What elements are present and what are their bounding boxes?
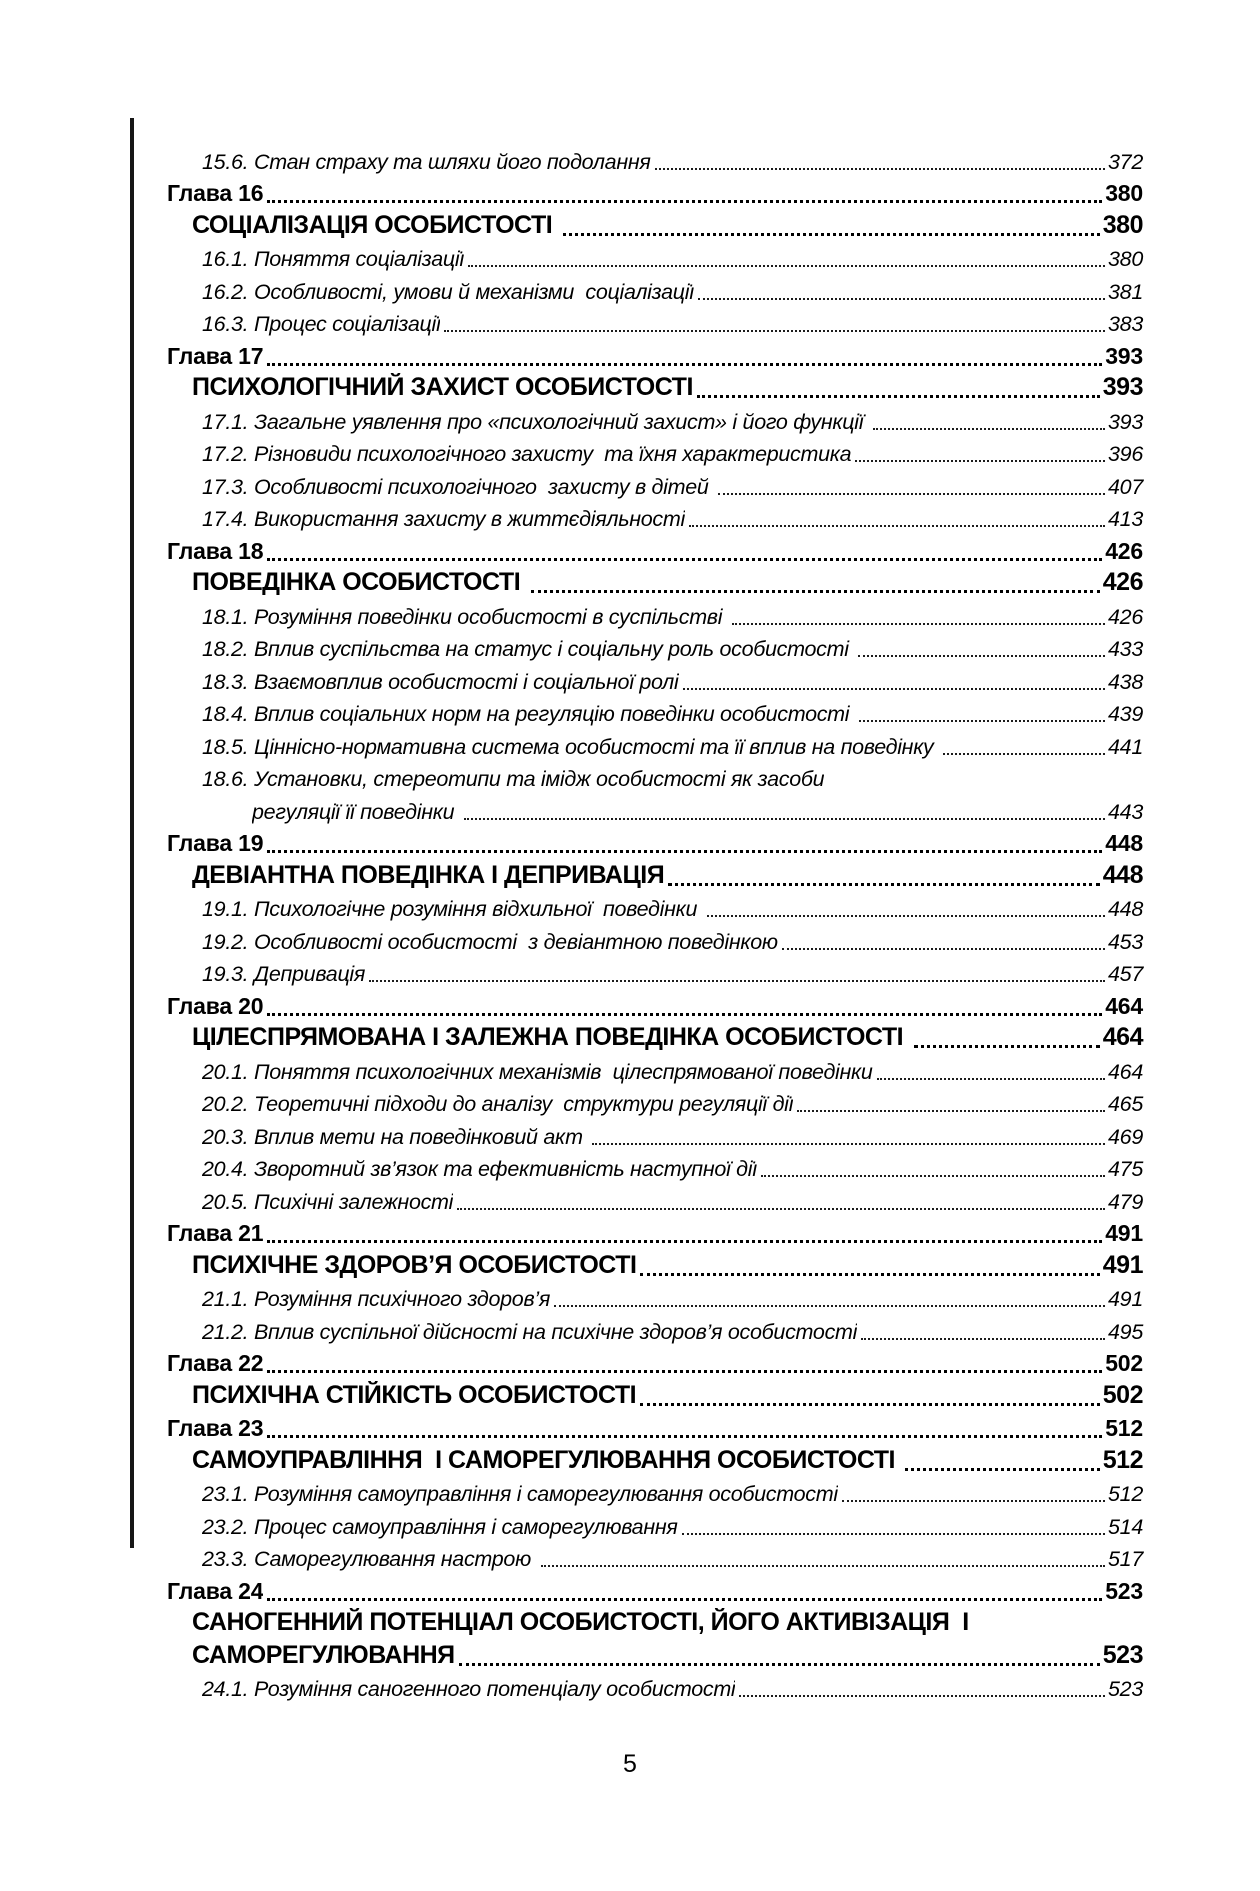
toc-entry [202, 662, 1143, 695]
dot-leader [707, 915, 1105, 917]
dot-leader [541, 1565, 1105, 1567]
toc-entry [192, 1637, 1143, 1670]
toc-entry-text: 18.3. Взаємовплив особистості і соціальної ролі [202, 669, 679, 694]
toc-entry-text: 20.1. Поняття психологічних механізмів цілеспрямованої поведінки [202, 1059, 873, 1084]
toc-entry [202, 955, 1143, 988]
dot-leader [444, 330, 1105, 332]
toc-entry-page: 523 [1102, 1640, 1143, 1669]
toc-entry-page: 396 [1108, 442, 1143, 466]
toc-entry [202, 402, 1143, 435]
dot-leader [267, 1240, 1102, 1243]
toc-entry-text: 20.4. Зворотний зв’язок та ефективність наступної дії [202, 1157, 757, 1181]
toc-entry-page: 407 [1108, 474, 1143, 499]
toc-entry [167, 1215, 1143, 1248]
toc-entry [202, 1150, 1143, 1183]
dot-leader [859, 720, 1105, 722]
dot-leader [855, 460, 1105, 462]
toc-entry-text: 16.2. Особливості, умови й механізми соціалізації [202, 279, 694, 304]
toc-entry [202, 1670, 1143, 1703]
toc-entry-text: Глава 21 [167, 1220, 264, 1246]
toc-entry-page: 448 [1105, 830, 1143, 856]
toc-entry [202, 1052, 1143, 1085]
toc-entry-text: 20.3. Вплив мети на поведінковий акт [202, 1124, 589, 1149]
toc-entry-page: 491 [1105, 1220, 1143, 1246]
toc-entry-page: 443 [1108, 799, 1143, 824]
toc-entry [202, 630, 1143, 663]
toc-entry-page: 475 [1108, 1157, 1143, 1181]
toc-entry-text: 18.4. Вплив соціальних норм на регуляцію поведінки особистості [202, 702, 855, 726]
toc-entry-text: 23.2. Процес самоуправління і саморегулювання [202, 1514, 678, 1539]
toc-entry-text: САМОУПРАВЛІННЯ І САМОРЕГУЛЮВАННЯ ОСОБИСТОСТІ [192, 1445, 902, 1474]
toc-entry-text: 20.5. Психічні залежності [202, 1189, 454, 1214]
dot-leader [267, 850, 1102, 853]
toc-entry-page: 523 [1105, 1577, 1143, 1604]
toc-entry-page: 517 [1108, 1547, 1143, 1571]
dot-leader [842, 1500, 1105, 1502]
toc-entry [192, 1377, 1143, 1410]
toc-entry [202, 1540, 1143, 1573]
toc-entry [167, 1410, 1143, 1443]
toc-entry-text: 18.5. Ціннісно-нормативна система особистості та її вплив на поведінку [202, 734, 940, 759]
scan-artifact-line [130, 118, 134, 1548]
toc-entry [167, 1345, 1143, 1378]
dot-leader [698, 298, 1105, 300]
dot-leader [732, 623, 1105, 625]
toc-entry-page: 512 [1108, 1482, 1143, 1506]
dot-leader [554, 1305, 1105, 1307]
dot-leader [914, 1045, 1100, 1048]
dot-leader [267, 1013, 1102, 1016]
dot-leader [682, 1533, 1105, 1535]
toc-entry-text: Глава 19 [167, 830, 264, 856]
toc-entry [202, 1085, 1143, 1118]
toc-entry-text: ЦІЛЕСПРЯМОВАНА І ЗАЛЕЖНА ПОВЕДІНКА ОСОБИСТОСТІ [192, 1023, 910, 1051]
toc-entry-text: Глава 20 [167, 992, 264, 1019]
toc-entry [167, 1572, 1143, 1605]
dot-leader [267, 1435, 1102, 1438]
toc-entry [202, 240, 1143, 273]
toc-entry [202, 142, 1143, 175]
toc-entry [202, 1280, 1143, 1313]
toc-entry [202, 435, 1143, 468]
toc-entry [202, 1475, 1143, 1508]
toc-entry-text: 21.2. Вплив суспільної дійсності на психічне здоров’я особистості [202, 1319, 858, 1344]
toc-entry-page: 523 [1108, 1677, 1143, 1701]
toc-entry-page: 465 [1108, 1092, 1143, 1116]
dot-leader [640, 1273, 1099, 1276]
toc-entry [167, 825, 1143, 858]
toc-entry-text: 23.3. Саморегулювання настрою [202, 1547, 537, 1571]
page-number-footer: 5 [623, 1750, 637, 1778]
dot-leader [267, 200, 1102, 203]
toc-entry-page: 512 [1102, 1445, 1143, 1474]
toc-entry [167, 175, 1143, 208]
toc-entry-page: 491 [1102, 1250, 1143, 1279]
dot-leader [267, 363, 1102, 366]
toc-entry-page: 453 [1108, 929, 1143, 954]
toc-entry-text: 19.1. Психологічне розуміння відхильної поведінки [202, 897, 703, 921]
toc-entry [202, 597, 1143, 630]
dot-leader [797, 1110, 1105, 1112]
toc-entry-text: Глава 17 [167, 342, 264, 369]
toc-entry-text: 19.2. Особливості особистості з девіантною поведінкою [202, 929, 778, 954]
toc-entry [192, 1442, 1143, 1475]
toc-entry [192, 370, 1143, 403]
toc-list [167, 142, 1143, 1702]
toc-entry-page: 514 [1108, 1514, 1143, 1539]
toc-entry-page: 372 [1108, 149, 1143, 174]
toc-entry-page: 438 [1108, 669, 1143, 694]
toc-entry-page: 441 [1108, 734, 1143, 759]
toc-entry-text: регуляції її поведінки [252, 799, 460, 824]
toc-entry-page: 413 [1108, 507, 1143, 531]
toc-entry-text: 18.2. Вплив суспільства на статус і соціальну роль особистості [202, 637, 855, 661]
dot-leader [464, 818, 1105, 820]
toc-entry [202, 1117, 1143, 1150]
toc-entry-text: 24.1. Розуміння саногенного потенціалу особистості [202, 1677, 736, 1701]
toc-entry [202, 305, 1143, 338]
toc-entry [202, 1182, 1143, 1215]
toc-entry-text: 23.1. Розуміння самоуправління і саморегулювання особистості [202, 1482, 838, 1506]
dot-leader [640, 1403, 1100, 1406]
dot-leader [873, 428, 1105, 430]
dot-leader [592, 1143, 1105, 1145]
toc-entry [202, 467, 1143, 500]
toc-entry-page: 464 [1108, 1059, 1143, 1084]
toc-entry-text: 16.1. Поняття соціалізації [202, 247, 464, 271]
toc-entry-page: 380 [1108, 247, 1143, 271]
toc-entry [202, 890, 1143, 923]
toc-entry [192, 207, 1143, 240]
toc-entry-text: ПСИХІЧНЕ ЗДОРОВ’Я ОСОБИСТОСТІ [192, 1250, 637, 1279]
toc-entry [202, 1507, 1143, 1540]
dot-leader [267, 1598, 1102, 1601]
toc-entry-page: 457 [1108, 962, 1143, 986]
toc-entry-text: 21.1. Розуміння психічного здоров’я [202, 1287, 551, 1311]
toc-entry [192, 1020, 1143, 1053]
toc-entry [202, 695, 1143, 728]
dot-leader [563, 233, 1100, 236]
toc-entry [167, 532, 1143, 565]
toc-entry-text: 17.2. Різновиди психологічного захисту та їхня характеристика [202, 442, 852, 466]
toc-entry-page: 464 [1105, 992, 1143, 1019]
dot-leader [782, 948, 1105, 950]
toc-entry-page: 426 [1108, 604, 1143, 629]
toc-entry-page: 464 [1102, 1023, 1143, 1051]
dot-leader [468, 265, 1105, 267]
toc-entry [192, 565, 1143, 598]
toc-entry-text: ПСИХІЧНА СТІЙКІСТЬ ОСОБИСТОСТІ [192, 1380, 637, 1409]
toc-entry-text: Глава 24 [167, 1577, 264, 1604]
dot-leader [905, 1468, 1099, 1471]
toc-entry-text: 18.1. Розуміння поведінки особистості в суспільстві [202, 604, 728, 629]
toc-entry [202, 727, 1143, 760]
toc-entry-page: 502 [1105, 1350, 1143, 1376]
toc-entry [202, 272, 1143, 305]
toc-entry-text: ПОВЕДІНКА ОСОБИСТОСТІ [192, 568, 527, 596]
toc-entry-text: 16.3. Процес соціалізації [202, 312, 441, 336]
toc-entry-page: 495 [1108, 1319, 1143, 1344]
dot-leader [457, 1208, 1105, 1210]
dot-leader [655, 168, 1105, 170]
toc-entry [252, 792, 1143, 825]
toc-entry-page: 426 [1105, 537, 1143, 564]
toc-entry-page: 448 [1102, 860, 1143, 889]
toc-entry-page: 393 [1102, 373, 1143, 401]
toc-entry-text: Глава 23 [167, 1415, 264, 1441]
toc-entry-text: САНОГЕННИЙ ПОТЕНЦІАЛ ОСОБИСТОСТІ, ЙОГО АКТИВІЗАЦІЯ І [192, 1608, 969, 1636]
toc-entry-text: 17.4. Використання захисту в життєдіяльності [202, 507, 685, 531]
toc-entry-page: 380 [1102, 210, 1143, 239]
toc-entry [192, 857, 1143, 890]
toc-entry-text: Глава 22 [167, 1350, 264, 1376]
toc-entry-page: 433 [1108, 637, 1143, 661]
dot-leader [459, 1663, 1100, 1666]
dot-leader [877, 1078, 1105, 1080]
toc-entry-page: 491 [1108, 1287, 1143, 1311]
toc-entry [202, 500, 1143, 533]
dot-leader [739, 1695, 1105, 1697]
dot-leader [861, 1338, 1105, 1340]
toc-entry-page: 393 [1105, 342, 1143, 369]
toc-entry-page: 469 [1108, 1124, 1143, 1149]
dot-leader [267, 558, 1102, 561]
dot-leader [267, 1370, 1102, 1373]
toc-entry-text: 15.6. Стан страху та шляхи його подолання [202, 149, 651, 174]
dot-leader [689, 525, 1105, 527]
dot-leader [943, 753, 1105, 755]
toc-entry [167, 337, 1143, 370]
toc-entry [192, 1605, 1143, 1638]
toc-entry-page: 383 [1108, 312, 1143, 336]
toc-entry-page: 479 [1108, 1189, 1143, 1214]
toc-entry-page: 393 [1108, 409, 1143, 434]
toc-entry-text: 20.2. Теоретичні підходи до аналізу структури регуляції дії [202, 1092, 794, 1116]
toc-entry-text: 17.3. Особливості психологічного захисту в дітей [202, 474, 715, 499]
toc-entry-page: 512 [1105, 1415, 1143, 1441]
dot-leader [683, 688, 1106, 690]
dot-leader [668, 883, 1100, 886]
toc-entry-text: Глава 18 [167, 537, 264, 564]
toc-entry-text: 18.6. Установки, стереотипи та імідж особистості як засоби [202, 767, 825, 791]
dot-leader [531, 590, 1100, 593]
toc-entry-page: 381 [1108, 279, 1143, 304]
toc-entry-page: 426 [1102, 568, 1143, 596]
dot-leader [369, 980, 1105, 982]
toc-entry [192, 1247, 1143, 1280]
toc-entry [202, 760, 1143, 793]
toc-entry-text: ПСИХОЛОГІЧНИЙ ЗАХИСТ ОСОБИСТОСТІ [192, 373, 693, 401]
dot-leader [697, 395, 1100, 398]
toc-entry [167, 987, 1143, 1020]
toc-entry-text: ДЕВІАНТНА ПОВЕДІНКА І ДЕПРИВАЦІЯ [192, 860, 665, 889]
toc-entry-text: Глава 16 [167, 180, 264, 206]
toc-entry-text: СОЦІАЛІЗАЦІЯ ОСОБИСТОСТІ [192, 210, 559, 239]
toc-entry-page: 448 [1108, 897, 1143, 921]
toc-entry-text: САМОРЕГУЛЮВАННЯ [192, 1640, 455, 1669]
dot-leader [858, 655, 1105, 657]
toc-entry-text: 19.3. Депривація [202, 962, 366, 986]
toc-entry-page: 502 [1102, 1380, 1143, 1409]
toc-entry-page: 380 [1105, 180, 1143, 206]
toc-entry [202, 1312, 1143, 1345]
toc-entry-text: 17.1. Загальне уявлення про «психологічний захист» і його функції [202, 409, 869, 434]
toc-entry [202, 922, 1143, 955]
dot-leader [718, 493, 1105, 495]
dot-leader [761, 1175, 1105, 1177]
toc-entry-page: 439 [1108, 702, 1143, 726]
